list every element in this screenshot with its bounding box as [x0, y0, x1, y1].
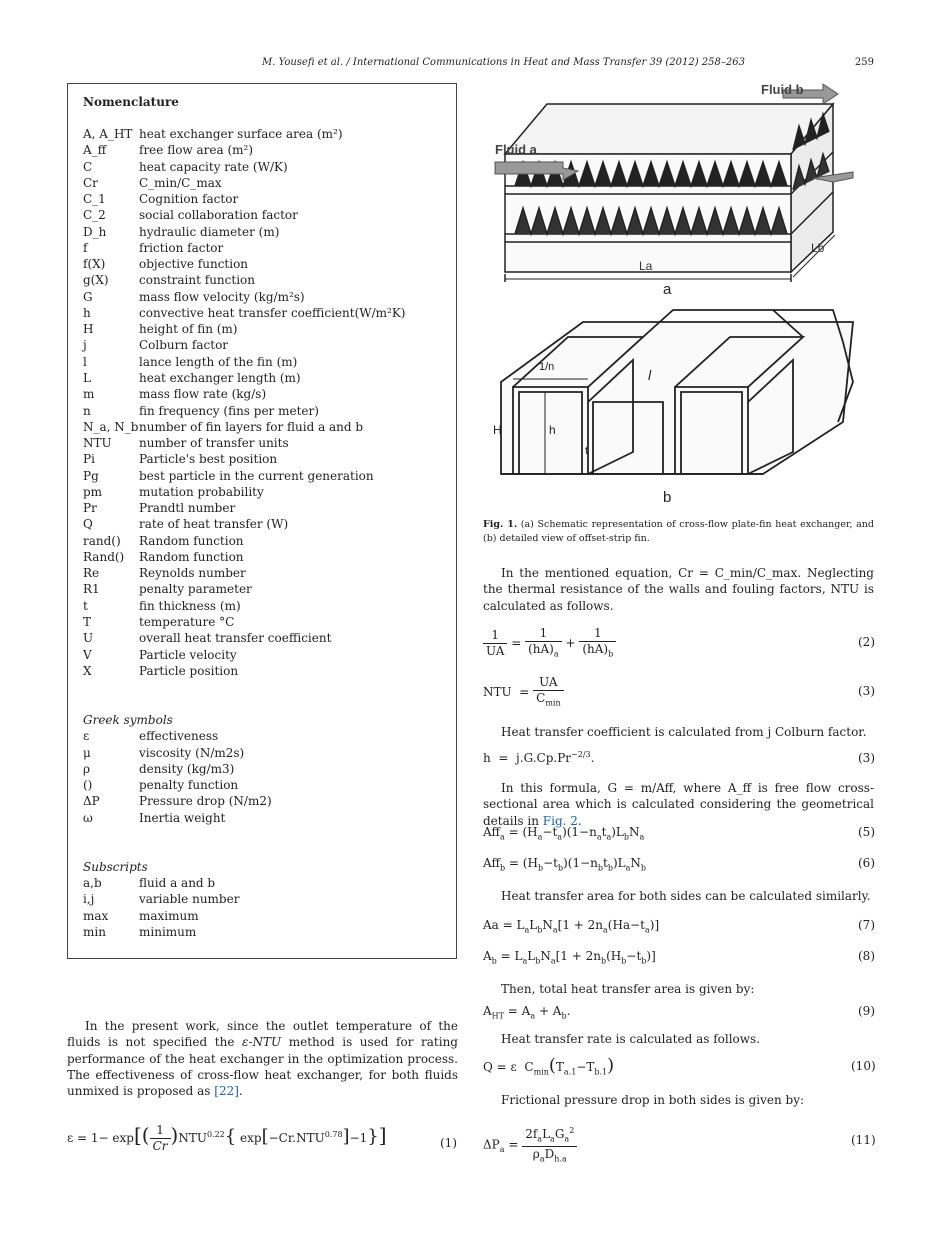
nomenclature-description: hydraulic diameter (m)	[139, 224, 280, 239]
nomenclature-description: fin frequency (fins per meter)	[139, 403, 319, 418]
nomenclature-symbol: R1	[83, 582, 100, 597]
subscript-description: minimum	[139, 924, 197, 939]
paragraph-heat-area: Heat transfer area for both sides can be calculated similarly.	[501, 889, 871, 903]
subscript-description: fluid a and b	[139, 876, 216, 891]
greek-symbol-description: density (kg/m3)	[139, 761, 235, 776]
greek-symbol-description: Inertia weight	[139, 810, 226, 825]
paragraph-colburn: Heat transfer coefficient is calculated from j Colburn factor.	[501, 725, 867, 739]
nomenclature-description: overall heat transfer coefficient	[139, 631, 332, 646]
subscript-symbol: a,b	[83, 876, 102, 891]
nomenclature-list	[83, 126, 405, 940]
nomenclature-description: best particle in the current generation	[139, 468, 374, 483]
nomenclature-row	[83, 403, 405, 419]
nomenclature-description: social collaboration factor	[139, 208, 298, 223]
nomenclature-symbol: f	[83, 240, 88, 255]
label-Lb: Lb	[811, 241, 825, 255]
nomenclature-description: heat capacity rate (W/K)	[139, 159, 288, 174]
nomenclature-symbol: Re	[83, 566, 100, 581]
nomenclature-symbol: L	[83, 370, 91, 385]
nomenclature-symbol: j	[83, 338, 87, 353]
greek-symbol-description: viscosity (N/m2s)	[139, 745, 245, 760]
equation-7: $Aa = L_aL_bN_a[1 + 2n_a(Ha-t_a)]$	[483, 918, 660, 935]
nomenclature-description: Particle velocity	[139, 647, 237, 662]
greek-symbol-row	[83, 745, 405, 761]
nomenclature-row	[83, 159, 405, 175]
nomenclature-symbol: g(X)	[83, 273, 109, 288]
equation-2-number: (2)	[858, 635, 875, 649]
nomenclature-symbol: Rand()	[83, 549, 125, 564]
figure-1-caption: Fig. 1. (a) Schematic representation of cross-flow plate-fin heat exchanger, and (b) detailed view of offset-strip fin.	[483, 519, 874, 544]
nomenclature-description: penalty parameter	[139, 582, 252, 597]
greek-symbol-symbol: ε	[83, 729, 90, 744]
greek-symbol-symbol: ΔP	[83, 794, 100, 809]
label-fluid-b: Fluid b	[761, 82, 804, 97]
equation-2: $\frac{1}{UA}$ = $\frac{1}{(hA)_a}$ + $\frac{1}{(hA)_b}$	[483, 626, 616, 661]
subscript-row	[83, 891, 405, 907]
citation-link[interactable]: [22]	[214, 1084, 239, 1099]
label-t: t	[585, 445, 589, 457]
nomenclature-row	[83, 256, 405, 272]
figure-1-schematic	[493, 82, 873, 512]
intro-paragraph: In the present work, since the outlet temperature of the fluids is not specified the ε-NTU method is used for rating performance of the heat exchanger in the optimization process. The effectiveness of cross-flow heat exchanger, for both fluids unmixed is proposed as [22].	[67, 1019, 458, 1099]
nomenclature-description: C_min/C_max	[139, 175, 222, 190]
subscript-row	[83, 908, 405, 924]
equation-11: $\Delta P_a$ = $\frac{2f_aL_aG_a^2}{\rho_aD_{h.a}}$	[483, 1123, 577, 1167]
nomenclature-row	[83, 272, 405, 288]
nomenclature-row	[83, 549, 405, 565]
nomenclature-description: lance length of the fin (m)	[139, 354, 298, 369]
nomenclature-description: Particle position	[139, 663, 239, 678]
greek-symbol-symbol: μ	[83, 745, 91, 760]
equation-3b: $h = j.G.Cp.Pr^{-2/3}$.	[483, 750, 595, 765]
paragraph-free-flow: In this formula, G = m/Aff, where A_ff is free flow cross-sectional area which is calculated considering the geometrical details in Fig. 2.	[483, 781, 874, 828]
greek-symbols-title: Greek symbols	[83, 713, 173, 728]
nomenclature-description: number of fin layers for fluid a and b	[139, 419, 364, 434]
fig-2-link[interactable]: Fig. 2	[542, 813, 578, 828]
nomenclature-description: fin thickness (m)	[139, 598, 241, 613]
nomenclature-description: heat exchanger surface area (m²)	[139, 127, 343, 141]
label-fin-pitch: 1/n	[539, 361, 555, 373]
nomenclature-row	[83, 289, 405, 305]
paragraph-heat-rate: Heat transfer rate is calculated as follows.	[501, 1032, 761, 1046]
running-header	[0, 57, 925, 73]
nomenclature-symbol: Pg	[83, 468, 99, 483]
nomenclature-row	[83, 565, 405, 581]
nomenclature-symbol: G	[83, 289, 93, 304]
nomenclature-symbol: Pr	[83, 501, 97, 516]
nomenclature-description: friction factor	[139, 240, 224, 255]
nomenclature-symbol: h	[83, 305, 91, 320]
label-lance-length: l	[648, 367, 652, 383]
greek-symbol-description: Pressure drop (N/m2)	[139, 794, 272, 809]
nomenclature-row	[83, 419, 405, 435]
subscript-symbol: max	[83, 908, 109, 923]
equation-3-number: (3)	[858, 684, 875, 698]
nomenclature-symbol: X	[83, 663, 92, 678]
nomenclature-symbol: C	[83, 159, 93, 174]
nomenclature-symbol: Pi	[83, 452, 95, 467]
equation-9-number: (9)	[858, 1004, 875, 1018]
subscript-row	[83, 875, 405, 891]
equation-3b-number: (3)	[858, 751, 875, 765]
label-fluid-a: Fluid a	[495, 142, 537, 157]
nomenclature-description: mass flow rate (kg/s)	[139, 387, 267, 402]
equation-8-number: (8)	[858, 949, 875, 963]
nomenclature-description: temperature °C	[139, 614, 235, 629]
nomenclature-symbol: D_h	[83, 224, 107, 239]
nomenclature-symbol: m	[83, 387, 95, 402]
greek-symbol-row	[83, 777, 405, 793]
nomenclature-symbol: A, A_HT	[83, 127, 133, 141]
nomenclature-symbol: Q	[83, 517, 93, 532]
paragraph-pressure-drop: Frictional pressure drop in both sides is given by:	[501, 1093, 805, 1107]
method-name: ε-NTU	[242, 1035, 282, 1050]
subscripts-title: Subscripts	[83, 859, 148, 874]
nomenclature-description: Random function	[139, 549, 244, 564]
equation-7-number: (7)	[858, 918, 875, 932]
journal-reference: M. Yousefi et al. / International Communications in Heat and Mass Transfer 39 (2012) 258–263	[262, 57, 745, 68]
nomenclature-description: constraint function	[139, 273, 255, 288]
equation-11-number: (11)	[851, 1133, 876, 1147]
nomenclature-row	[83, 370, 405, 386]
equation-5: $Aff_a = (H_a-t_a)(1-n_at_a)L_bN_a$	[483, 825, 645, 842]
nomenclature-row	[83, 240, 405, 256]
subscript-row	[83, 924, 405, 940]
nomenclature-description: mass flow velocity (kg/m²s)	[139, 289, 305, 304]
figure-panel-a	[505, 104, 835, 282]
nomenclature-description: objective function	[139, 257, 249, 272]
equation-5-number: (5)	[858, 825, 875, 839]
greek-symbol-row	[83, 728, 405, 744]
nomenclature-description: convective heat transfer coefficient(W/m²K)	[139, 305, 406, 320]
nomenclature-title: Nomenclature	[83, 95, 179, 109]
nomenclature-symbol: f(X)	[83, 257, 106, 272]
nomenclature-row	[83, 207, 405, 223]
equation-1: ε = 1− exp[( $\frac{1}{Cr}$ )$NTU^{0.22}${ $\exp[-Cr.NTU^{0.78}]-1$}]	[67, 1123, 387, 1153]
nomenclature-symbol: V	[83, 647, 92, 662]
nomenclature-symbol: C_1	[83, 192, 106, 207]
nomenclature-row	[83, 386, 405, 402]
equation-8: $A_b = L_aL_bN_a[1 + 2n_b(H_b-t_b)]$	[483, 949, 656, 966]
nomenclature-row	[83, 337, 405, 353]
nomenclature-symbol: n	[83, 403, 91, 418]
nomenclature-row	[83, 647, 405, 663]
nomenclature-row	[83, 126, 405, 142]
nomenclature-row	[83, 175, 405, 191]
panel-b-label: b	[663, 489, 672, 506]
nomenclature-row	[83, 435, 405, 451]
nomenclature-row	[83, 630, 405, 646]
paragraph-cr-definition: In the mentioned equation, Cr = C_min/C_max. Neglecting the thermal resistance of the walls and fouling factors, NTU is calculated as follows.	[483, 566, 874, 613]
nomenclature-row	[83, 598, 405, 614]
nomenclature-description: free flow area (m²)	[139, 143, 254, 158]
nomenclature-row	[83, 516, 405, 532]
greek-symbol-symbol: ρ	[83, 761, 91, 776]
nomenclature-symbol: NTU	[83, 436, 112, 451]
nomenclature-row	[83, 142, 405, 158]
nomenclature-symbol: C_2	[83, 208, 106, 223]
nomenclature-row	[83, 354, 405, 370]
greek-symbol-row	[83, 793, 405, 809]
nomenclature-symbol: pm	[83, 484, 103, 499]
nomenclature-symbol: rand()	[83, 533, 121, 548]
nomenclature-symbol: H	[83, 322, 94, 337]
nomenclature-row	[83, 663, 405, 679]
nomenclature-description: mutation probability	[139, 484, 264, 499]
equation-10-number: (10)	[851, 1059, 876, 1073]
page-number: 259	[854, 57, 874, 68]
nomenclature-symbol: T	[83, 614, 92, 629]
nomenclature-row	[83, 614, 405, 630]
label-h: h	[549, 423, 556, 437]
nomenclature-description: Cognition factor	[139, 192, 239, 207]
equation-6: $Aff_b = (H_b-t_b)(1-n_bt_b)L_aN_b$	[483, 856, 647, 873]
label-La: La	[639, 259, 653, 273]
subscript-description: variable number	[139, 892, 240, 907]
panel-a-label: a	[663, 281, 672, 298]
equation-1-number: (1)	[440, 1136, 457, 1150]
nomenclature-symbol: t	[83, 598, 88, 613]
nomenclature-row	[83, 581, 405, 597]
nomenclature-description: height of fin (m)	[139, 322, 238, 337]
nomenclature-row	[83, 500, 405, 516]
greek-symbol-symbol: ω	[83, 810, 93, 825]
nomenclature-row	[83, 305, 405, 321]
greek-symbol-row	[83, 761, 405, 777]
nomenclature-row	[83, 533, 405, 549]
nomenclature-description: Colburn factor	[139, 338, 229, 353]
nomenclature-symbol: N_a, N_b	[83, 419, 139, 434]
figure-panel-b	[501, 310, 853, 474]
subscript-symbol: i,j	[83, 892, 95, 907]
label-H: H	[493, 423, 502, 437]
nomenclature-row	[83, 468, 405, 484]
nomenclature-row	[83, 484, 405, 500]
nomenclature-description: heat exchanger length (m)	[139, 370, 301, 385]
nomenclature-row	[83, 191, 405, 207]
greek-symbol-row	[83, 810, 405, 826]
greek-symbol-description: penalty function	[139, 778, 239, 793]
nomenclature-description: rate of heat transfer (W)	[139, 517, 289, 532]
subscript-description: maximum	[139, 908, 199, 923]
nomenclature-description: Particle's best position	[139, 452, 278, 467]
nomenclature-symbol: U	[83, 631, 94, 646]
nomenclature-row	[83, 451, 405, 467]
nomenclature-row	[83, 224, 405, 240]
nomenclature-symbol: l	[83, 354, 87, 369]
paragraph-total-area: Then, total heat transfer area is given by:	[501, 982, 755, 996]
equation-6-number: (6)	[858, 856, 875, 870]
nomenclature-description: Random function	[139, 533, 244, 548]
nomenclature-box	[67, 83, 457, 959]
equation-3: NTU = $\frac{UA}{C_{min}}$	[483, 675, 564, 710]
subscript-symbol: min	[83, 924, 106, 939]
nomenclature-row	[83, 321, 405, 337]
nomenclature-description: Reynolds number	[139, 566, 246, 581]
equation-10: Q = ε $C_{min}(T_{a.1}-T_{b.1})$	[483, 1055, 615, 1077]
greek-symbol-symbol: ()	[83, 778, 93, 793]
nomenclature-description: Prandtl number	[139, 501, 236, 516]
nomenclature-symbol: Cr	[83, 175, 98, 190]
greek-symbol-description: effectiveness	[139, 729, 219, 744]
nomenclature-description: number of transfer units	[139, 436, 289, 451]
nomenclature-symbol: A_ff	[83, 143, 107, 158]
equation-9: $A_{HT} = A_a + A_b$.	[483, 1004, 571, 1021]
